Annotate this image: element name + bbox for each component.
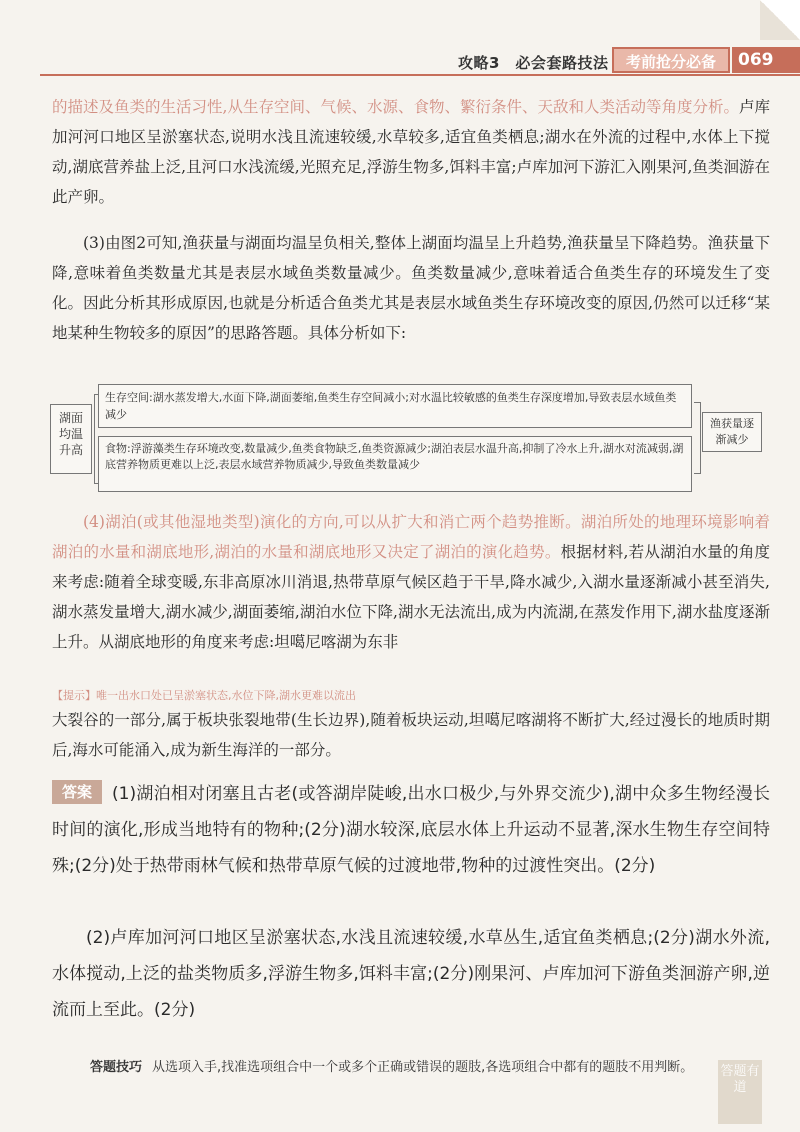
analysis-diagram xyxy=(50,384,754,492)
answer-1-text: (1)湖泊相对闭塞且古老(或答湖岸陡峻,出水口极少,与外界交流少),湖中众多生物经漫长时间的演化,形成当地特有的物种;(2分)湖水较深,底层水体上升运动不显著,深水生物生存空间特殊;(2分)处于热带雨林气候和热带草原气候的过渡地带,物种的过渡性突出。(2分) xyxy=(52,784,770,876)
page-header xyxy=(0,42,800,80)
hint-note: 【提示】唯一出水口处已呈淤塞状态,水位下降,湖水更难以流出 xyxy=(52,689,356,702)
answer-2: (2)卢库加河河口地区呈淤塞状态,水浅且流速较缓,水草丛生,适宜鱼类栖息;(2分)湖水外流,水体搅动,上泛的盐类物质多,浮游生物多,饵料丰富;(2分)刚果河、卢库加河下游鱼类洄游产卵,逆流而上至此。(2分) xyxy=(52,928,770,1020)
diagram-space-box: 生存空间:湖水蒸发增大,水面下降,湖面萎缩,鱼类生存空间减小;对水温比较敏感的鱼类生存深度增加,导致表层水域鱼类减少 xyxy=(98,384,692,428)
paragraph-4: 大裂谷的一部分,属于板块张裂地带(生长边界),随着板块运动,坦噶尼喀湖将不断扩大,经过漫长的地质时期后,海水可能涌入,成为新生海洋的一部分。 xyxy=(52,711,770,759)
diagram-food-box: 食物:浮游藻类生存环境改变,数量减少,鱼类食物缺乏,鱼类资源减少;湖泊表层水温升高,抑制了冷水上升,湖水对流减弱,湖底营养物质更难以上泛,表层水域营养物质减少,导致鱼类数量减少 xyxy=(98,436,692,492)
header-section: 攻略3 必会套路技法 xyxy=(458,54,609,72)
corner-stamp: 答题有道 xyxy=(718,1060,762,1124)
paragraph-1 xyxy=(52,92,770,212)
tips-box xyxy=(90,1058,700,1077)
paragraph-3-text: 根据材料,若从湖泊水量的角度来考虑:随着全球变暖,东非高原冰川消退,热带草原气候区趋于干旱,降水减少,入湖水量逐渐减小甚至消失,湖水蒸发量增大,湖水减少,湖面萎缩,湖泊水位下降,湖水无法流出,成为内流湖,在蒸发作用下,湖水盐度逐渐上升。从湖底地形的角度来考虑:坦噶尼喀湖为东非 xyxy=(52,543,770,651)
paragraph-3-highlight: (4)湖泊(或其他湿地类型)演化的方向,可以从扩大和消亡两个趋势推断。湖泊所处的地理环境影响着湖泊的水量和湖底地形,湖泊的水量和湖底地形又决定了湖泊的演化趋势。 xyxy=(52,513,770,561)
diagram-cause-box: 湖面均温升高 xyxy=(50,404,92,474)
header-brand: 考前抢分必备 xyxy=(612,47,730,73)
tips-text: 从选项入手,找准选项组合中一个或多个正确或错误的题肢,各选项组合中都有的题肢不用判断。 xyxy=(152,1060,694,1075)
page-number: 069 xyxy=(732,47,800,73)
page-corner xyxy=(760,0,800,40)
paragraph-2: (3)由图2可知,渔获量与湖面均温呈负相关,整体上湖面均温呈上升趋势,渔获量呈下降趋势。渔获量下降,意味着鱼类数量尤其是表层水域鱼类数量减少。鱼类数量减少,意味着适合鱼类生存的环境发生了变化。因此分析其形成原因,也就是分析适合鱼类尤其是表层水域鱼类生存环境改变的原因,仍然可以迁移“某地某种生物较多的原因”的思路答题。具体分析如下: xyxy=(52,234,770,342)
diagram-right-brace xyxy=(694,402,701,474)
answer-label: 答案 xyxy=(52,780,102,804)
paragraph-1-text: 卢库加河河口地区呈淤塞状态,说明水浅且流速较缓,水草较多,适宜鱼类栖息;湖水在外流的过程中,水体上下搅动,湖底营养盐上泛,且河口水浅流缓,光照充足,浮游生物多,饵料丰富;卢库加河下游汇入刚果河,鱼类洄游在此产卵。 xyxy=(52,98,770,206)
answer-1 xyxy=(52,776,770,884)
paragraph-1-highlight: 的描述及鱼类的生活习性,从生存空间、气候、水源、食物、繁衍条件、天敌和人类活动等角度分析。 xyxy=(52,98,739,116)
diagram-result-box: 渔获量逐渐减少 xyxy=(702,412,762,452)
header-rule xyxy=(40,74,800,76)
paragraph-3 xyxy=(52,507,770,657)
tips-title: 答题技巧 xyxy=(90,1060,143,1075)
